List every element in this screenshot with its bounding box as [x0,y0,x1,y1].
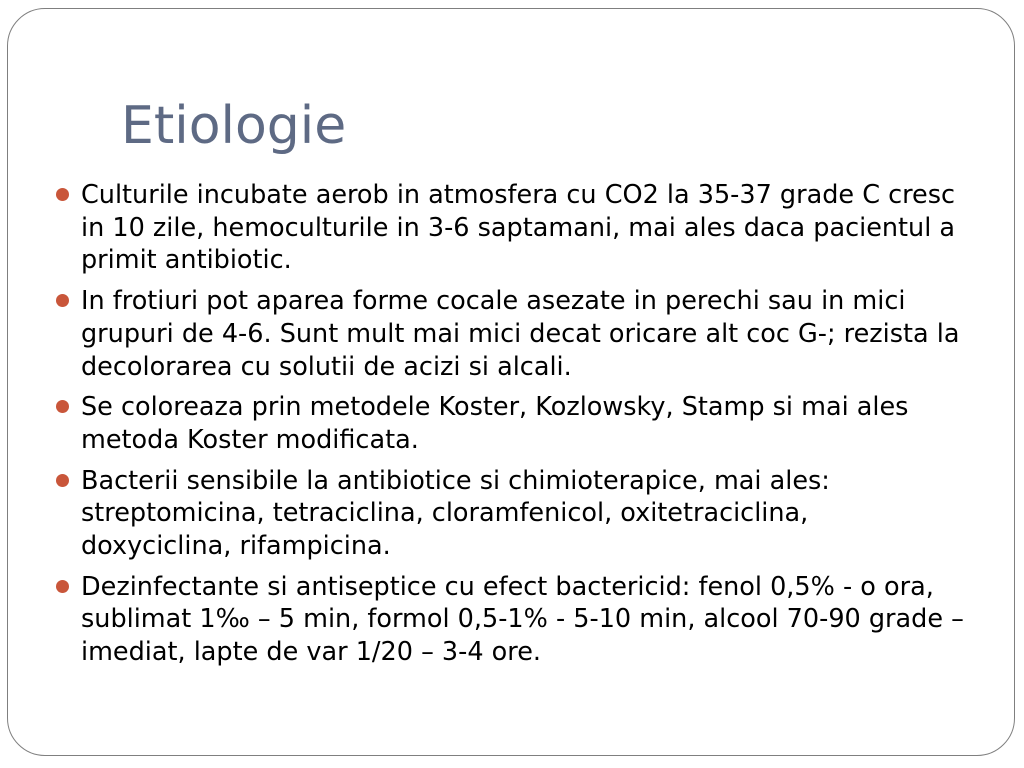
bullet-list [56,179,966,677]
slide-frame [7,8,1015,756]
bullet-item [56,391,966,456]
bullet-text: Se coloreaza prin metodele Koster, Kozlowsky, Stamp si mai ales metoda Koster modificata. [81,392,909,455]
bullet-dot-icon [56,294,69,307]
slide-title: Etiologie [121,96,347,156]
bullet-text: Bacterii sensibile la antibiotice si chimioterapice, mai ales: streptomicina, tetraciclina, cloramfenicol, oxitetraciclina, doxyciclina, rifampicina. [81,465,830,562]
bullet-dot-icon [56,400,69,413]
bullet-text: Culturile incubate aerob in atmosfera cu CO2 la 35-37 grade C cresc in 10 zile, hemoculturile in 3-6 saptamani, mai ales daca pacientul a primit antibiotic. [81,180,956,276]
bullet-item [56,179,966,277]
bullet-dot-icon [56,474,69,487]
bullet-dot-icon [56,580,69,593]
bullet-text: In frotiuri pot aparea forme cocale asezate in perechi sau in mici grupuri de 4-6. Sunt mult mai mici decat oricare alt coc G-; rezista la decolorarea cu solutii de acizi si alcali. [81,286,960,382]
bullet-item [56,571,966,669]
bullet-item [56,285,966,383]
bullet-dot-icon [56,188,69,201]
bullet-text: Dezinfectante si antiseptice cu efect bactericid: fenol 0,5% - o ora, sublimat 1‰ – 5 min, formol 0,5-1% - 5-10 min, alcool 70-90 grade – imediat, lapte de var 1/20 – 3-4 ore. [81,571,964,668]
bullet-item [56,465,966,563]
